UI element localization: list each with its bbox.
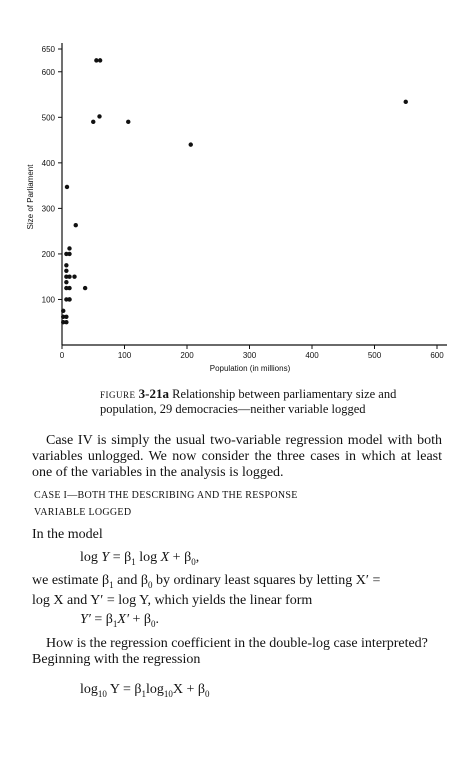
data-point: [67, 252, 71, 256]
data-point: [65, 185, 69, 189]
scatter-chart: [0, 0, 474, 380]
y-tick-label: 500: [41, 113, 55, 123]
estimate-text-b: and β: [117, 573, 148, 588]
equation-linear-form: $Y' = \beta_1X' + \beta_0$.: [80, 612, 160, 629]
y-tick-label: 650: [41, 45, 55, 54]
section-heading-continued: VARIABLE LOGGED: [34, 507, 132, 518]
in-model-text: In the model: [32, 527, 103, 542]
figure-caption: [100, 387, 440, 416]
data-point: [64, 280, 68, 284]
data-point: [74, 223, 78, 227]
data-point: [67, 274, 71, 278]
paragraph-interpretation: How is the regression coefficient in the double-log case interpreted? Beginning with the regression: [32, 636, 428, 667]
y-tick-label: 400: [41, 158, 55, 168]
paragraph-estimate: we estimate $\beta_1$ and $\beta_0$ by ordinary least squares by letting X′ = log X and Y′ = log Y, which yields the linear form: [32, 573, 381, 608]
data-point: [64, 263, 68, 267]
x-tick-label: 300: [242, 351, 257, 360]
figure-caption-text: Relationship between parliamentary size and population, 29 democracies—neither variable logged: [100, 387, 397, 416]
estimate-text-d: log X and Y′ = log Y, which yields the linear form: [32, 592, 313, 608]
data-point: [404, 100, 408, 104]
figure-label: FIGURE: [100, 390, 136, 400]
data-point: [67, 297, 71, 301]
data-point: [83, 286, 87, 290]
paragraph-case-iv: Case IV is simply the usual two-variable regression model with both variables unlogged. We now consider the three cases in which at least one of the variables in the analysis is logged.: [32, 433, 442, 480]
x-tick-label: 0: [59, 351, 65, 360]
equation-log-model: $\log Y = \beta_1$ $\log X + \beta_0$,: [80, 550, 200, 567]
x-tick-label: 100: [117, 351, 132, 360]
data-point: [97, 114, 101, 118]
section-heading: CASE I—BOTH THE DESCRIBING AND THE RESPONSE: [34, 490, 298, 501]
y-tick-label: 600: [41, 67, 55, 77]
figure-number: 3-21a: [138, 386, 169, 401]
estimate-text-c: by ordinary least squares by letting X′ =: [155, 573, 381, 588]
data-point: [61, 309, 65, 313]
y-axis-label: Size of Parliament: [26, 164, 35, 230]
data-point: [67, 246, 71, 250]
chart-points: [61, 58, 408, 324]
data-point: [64, 320, 68, 324]
data-point: [67, 286, 71, 290]
y-tick-label: 300: [41, 204, 55, 214]
estimate-text-a: we estimate β: [32, 573, 110, 588]
data-point: [64, 269, 68, 273]
equation-log10: $\log_{10} Y = \beta_1\log_{10}X + \beta_0$: [80, 682, 210, 699]
data-point: [94, 58, 98, 62]
y-tick-label: 100: [41, 295, 55, 305]
data-point: [126, 120, 130, 124]
x-axis-label: Population (in millions): [209, 364, 291, 373]
x-tick-label: 200: [180, 351, 194, 360]
x-tick-label: 500: [367, 351, 382, 360]
x-tick-label: 600: [430, 351, 444, 360]
chart-axes: [62, 43, 447, 345]
data-point: [98, 58, 102, 62]
x-tick-label: 400: [305, 351, 319, 360]
y-tick-label: 200: [41, 249, 55, 259]
data-point: [64, 315, 68, 319]
chart-ticks: [42, 45, 445, 360]
data-point: [72, 274, 76, 278]
data-point: [91, 120, 95, 124]
data-point: [189, 142, 193, 146]
